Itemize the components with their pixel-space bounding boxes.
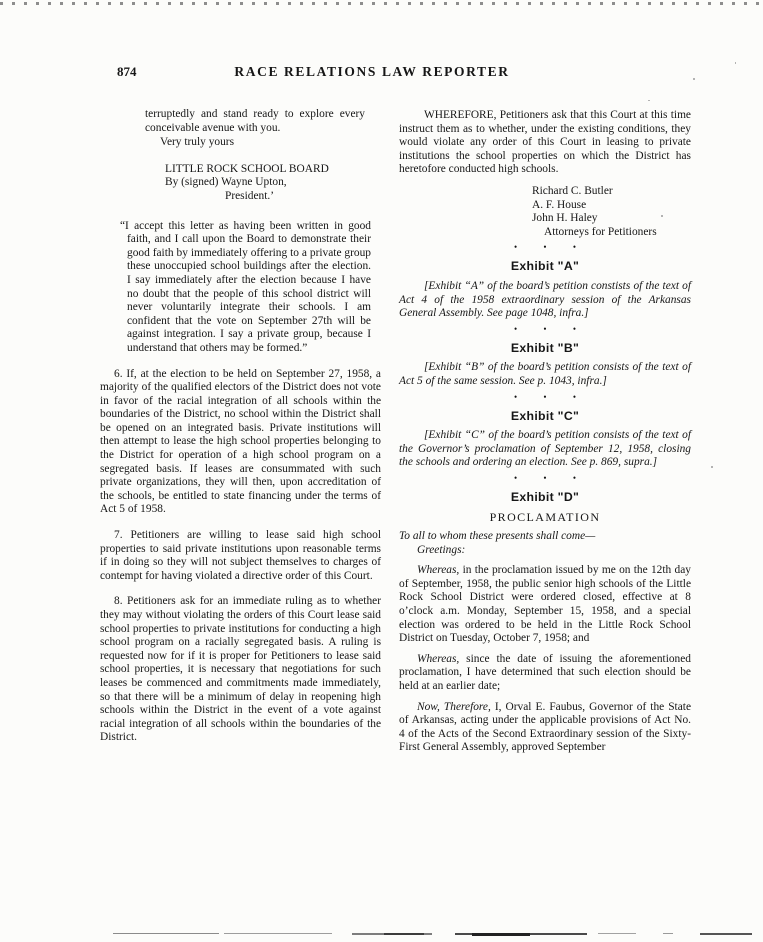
exhibit-d-heading: Exhibit "D"	[510, 489, 580, 504]
salutation-line2: Greetings:	[417, 543, 466, 556]
quoted-statement-paragraph: “I accept this letter as having been written in good faith, and I call upon the Board to demonstrate their good faith by immediately offering to a private group these unoccupied school buildings after the election. I say immediately after the election because I have no doubt that the people of this school district will never voluntarily integrate their schools. I am confident that the vote on September 27th will be against integration. I say a private group, because I understand that others may be formed.”	[120, 219, 371, 354]
letter-signature-block	[165, 163, 381, 204]
exhibit-a-note: [Exhibit “A” of the board’s petition constists of the text of Act 4 of the 1958 extraordinary session of the Arkansas General Assembly. See page 1048, infra.]	[399, 279, 691, 320]
right-column	[399, 109, 691, 755]
top-dotted-rule	[0, 2, 763, 5]
proclamation-heading: PROCLAMATION	[489, 510, 601, 525]
whereas-lead: Whereas,	[417, 564, 460, 577]
attorneys-caption: Attorneys for Petitioners	[544, 225, 657, 238]
exhibit-b-heading: Exhibit "B"	[510, 340, 580, 355]
whereas-paragraph-1	[399, 564, 691, 646]
attorney-name: Richard C. Butler	[532, 184, 613, 197]
salutation-line1: To all to whom these presents shall come—	[399, 530, 596, 543]
whereas-lead: Whereas,	[417, 652, 460, 665]
left-column	[100, 108, 381, 745]
wherefore-paragraph: WHEREFORE, Petitioners ask that this Court at this time instruct them as to whether, under the existing conditions, they would violate any order of this Court in leasing to private institutions the school properties on which the District has heretofore conducted high schools.	[399, 109, 691, 176]
whereas-text: since the date of issuing the aforementioned proclamation, I have determined that such election should be held at an earlier date;	[399, 652, 691, 692]
signature-name: By (signed) Wayne Upton,	[165, 176, 287, 189]
page-number: 874	[117, 64, 137, 79]
exhibit-c-note: [Exhibit “C” of the board’s petition consists of the text of the Governor’s proclamation of September 12, 1958, closing the schools and ordering an election. See p. 869, supra.]	[399, 429, 691, 469]
attorney-name: John H. Haley	[532, 212, 598, 225]
exhibit-c-heading: Exhibit "C"	[510, 408, 580, 423]
scan-speck	[735, 62, 736, 64]
section-separator-dots: • • •	[514, 472, 576, 483]
bottom-scan-rule	[0, 931, 763, 937]
letter-valediction: Very truly yours	[160, 136, 235, 149]
exhibit-b-note: [Exhibit “B” of the board’s petition consists of the text of Act 5 of the same session. See p. 1043, infra.]	[399, 361, 691, 387]
now-therefore-paragraph	[399, 701, 691, 755]
section-separator-dots: • • •	[514, 391, 576, 402]
running-head-title: RACE RELATIONS LAW REPORTER	[234, 64, 510, 79]
scan-speck	[693, 78, 695, 80]
attorneys-signature-block	[532, 185, 691, 239]
now-therefore-lead: Now, Therefore,	[417, 700, 491, 713]
exhibit-a-heading: Exhibit "A"	[510, 259, 580, 274]
section-separator-dots: • • •	[514, 242, 576, 253]
scan-speck	[661, 215, 663, 217]
proclamation-salutation	[399, 530, 691, 557]
petition-paragraph-7: 7. Petitioners are willing to lease said high school properties to said private institutions upon reasonable terms if in doing so they will not subject themselves to charges of contempt for having violated a directive order of this Court.	[100, 529, 381, 582]
now-therefore-text: I, Orval E. Faubus, Governor of the State of Arkansas, acting under the applicable provisions of Act No. 4 of the Acts of the Second Extraordinary session of the Sixty-First General Assembly, approved September	[399, 700, 691, 754]
section-separator-dots: • • •	[514, 323, 576, 334]
whereas-text: in the proclamation issued by me on the 12th day of September, 1958, the public senior high schools of the Little Rock School District were ordered closed, effective at 8 o’clock a.m. Monday, September 15, 1958, and a special election was ordered to be held in the Little Rock School District on Tuesday, October 7, 1958; and	[399, 564, 691, 645]
letter-quote-continuation: terruptedly and stand ready to explore every conceivable avenue with you.	[145, 108, 365, 134]
scan-speck	[711, 466, 713, 468]
scan-speck	[648, 100, 650, 101]
petition-paragraph-8: 8. Petitioners ask for an immediate ruling as to whether they may without violating the orders of this Court lease said school properties to private institutions for conducting a high school program on a racially segregated basis. A ruling is requested now for if it is proper for Petitioners to lease said school properties, it is necessary that negotiations for such leases be commenced and commitments made immediately, so that there will be a minimum of delay in reopening high schools within the District in the event of a vote against racial integration of all schools within the boundaries of the District.	[100, 595, 381, 744]
petition-paragraph-6: 6. If, at the election to be held on September 27, 1958, a majority of the qualified electors of the District does not vote in favor of the racial integration of all schools within the boundaries of the District, no school within the District shall be opened on an integrated basis. Private institutions will then attempt to lease the high school properties belonging to the District for operation of a high school program on a segregated basis. If leases are consummated with such private organizations, they will then, upon accreditation of the schools, be entitled to state financing under the terms of Act 5 of 1958.	[100, 367, 381, 516]
attorney-name: A. F. House	[532, 198, 587, 211]
signature-org: LITTLE ROCK SCHOOL BOARD	[165, 162, 329, 175]
signature-title: President.’	[225, 189, 275, 202]
whereas-paragraph-2	[399, 653, 691, 694]
